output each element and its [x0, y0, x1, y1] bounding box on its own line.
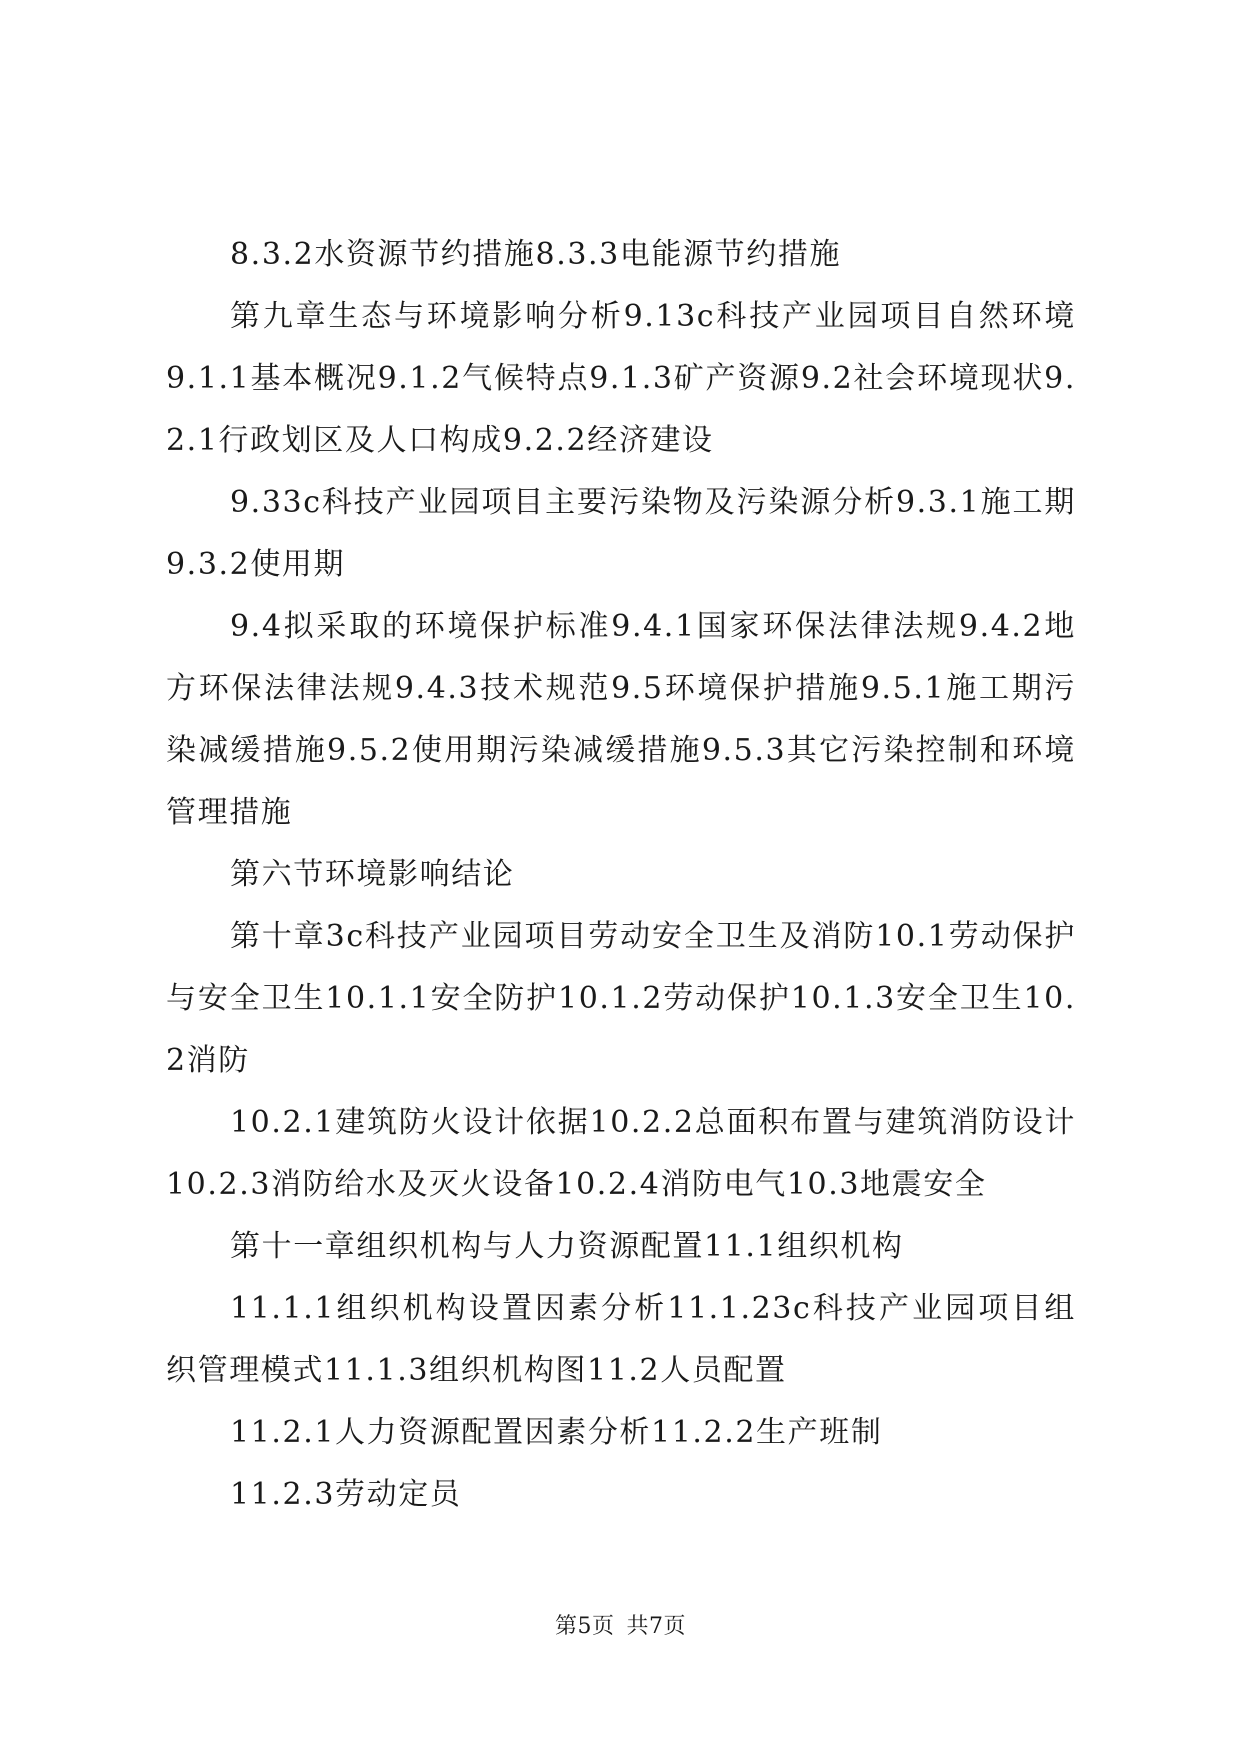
paragraph-chapter-11: 第十一章组织机构与人力资源配置11.1组织机构 — [230, 1229, 904, 1264]
paragraph-section-6: 第六节环境影响结论 — [230, 857, 515, 892]
paragraph-chapter-9: 第九章生态与环境影响分析9.13c科技产业园项目自然环境9.1.1基本概况9.1.2气候特点9.1.3矿产资源9.2社会环境现状9.2.1行政划区及人口构成9.2.2经济建设 — [166, 299, 1076, 458]
paragraph-8-3-2: 8.3.2水资源节约措施8.3.3电能源节约措施 — [230, 237, 842, 272]
paragraph-10-2-1: 10.2.1建筑防火设计依据10.2.2总面积布置与建筑消防设计10.2.3消防给水及灭火设备10.2.4消防电气10.3地震安全 — [166, 1105, 1076, 1202]
document-body — [166, 224, 1076, 1526]
page-total: 共7页 — [626, 1614, 686, 1639]
page-footer — [0, 1612, 1241, 1642]
paragraph-11-2-3: 11.2.3劳动定员 — [230, 1477, 462, 1512]
page-number: 第5页 — [555, 1614, 615, 1639]
paragraph-9-3: 9.33c科技产业园项目主要污染物及污染源分析9.3.1施工期9.3.2使用期 — [166, 485, 1076, 582]
paragraph-9-4: 9.4拟采取的环境保护标准9.4.1国家环保法律法规9.4.2地方环保法律法规9.4.3技术规范9.5环境保护措施9.5.1施工期污染减缓措施9.5.2使用期污染减缓措施9.5.3其它污染控制和环境管理措施 — [166, 609, 1076, 830]
paragraph-chapter-10: 第十章3c科技产业园项目劳动安全卫生及消防10.1劳动保护与安全卫生10.1.1安全防护10.1.2劳动保护10.1.3安全卫生10.2消防 — [166, 919, 1076, 1078]
paragraph-11-2-1: 11.2.1人力资源配置因素分析11.2.2生产班制 — [230, 1415, 883, 1450]
paragraph-11-1-1: 11.1.1组织机构设置因素分析11.1.23c科技产业园项目组织管理模式11.1.3组织机构图11.2人员配置 — [166, 1291, 1076, 1388]
